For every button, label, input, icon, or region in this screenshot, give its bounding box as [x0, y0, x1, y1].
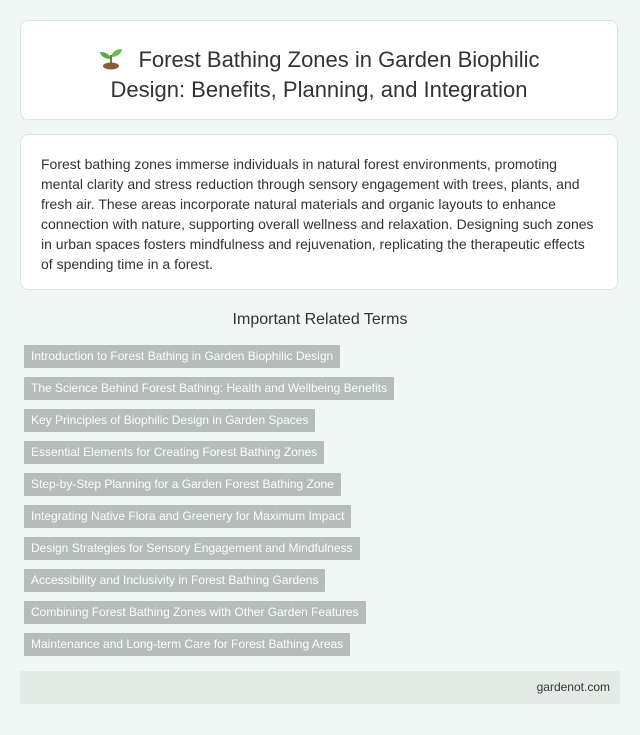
related-terms-heading: Important Related Terms: [232, 311, 408, 328]
related-term-tag[interactable]: Integrating Native Flora and Greenery for Maximum Impact: [24, 505, 351, 528]
related-term-tag[interactable]: Design Strategies for Sensory Engagement and Mindfulness: [24, 537, 360, 560]
related-term-tag[interactable]: Combining Forest Bathing Zones with Other Garden Features: [24, 601, 366, 624]
sprout-icon: [98, 46, 124, 70]
related-term-tag[interactable]: Step-by-Step Planning for a Garden Forest Bathing Zone: [24, 473, 341, 496]
site-link[interactable]: gardenot.com: [536, 680, 610, 694]
summary-card: [20, 134, 618, 290]
related-terms-list: [24, 345, 394, 665]
related-term-tag[interactable]: Key Principles of Biophilic Design in Garden Spaces: [24, 409, 315, 432]
related-term-tag[interactable]: Essential Elements for Creating Forest Bathing Zones: [24, 441, 324, 464]
footer-bar: [20, 671, 620, 704]
related-term-tag[interactable]: The Science Behind Forest Bathing: Health and Wellbeing Benefits: [24, 377, 394, 400]
related-term-tag[interactable]: Maintenance and Long-term Care for Forest Bathing Areas: [24, 633, 350, 656]
title-card: [20, 20, 618, 120]
related-term-tag[interactable]: Accessibility and Inclusivity in Forest Bathing Gardens: [24, 569, 325, 592]
page-title: [21, 45, 617, 105]
summary-text: Forest bathing zones immerse individuals in natural forest environments, promoting mental clarity and stress reduction through sensory engagement with trees, plants, and fresh air. These areas incorporate natural materials and organic layouts to enhance connection with nature, supporting overall wellness and relaxation. Designing such zones in urban spaces fosters mindfulness and rejuvenation, replicating the therapeutic effects of spending time in a forest.: [41, 156, 594, 272]
related-term-tag[interactable]: Introduction to Forest Bathing in Garden Biophilic Design: [24, 345, 340, 368]
page-title-text: Forest Bathing Zones in Garden Biophilic Design: Benefits, Planning, and Integration: [110, 47, 540, 102]
